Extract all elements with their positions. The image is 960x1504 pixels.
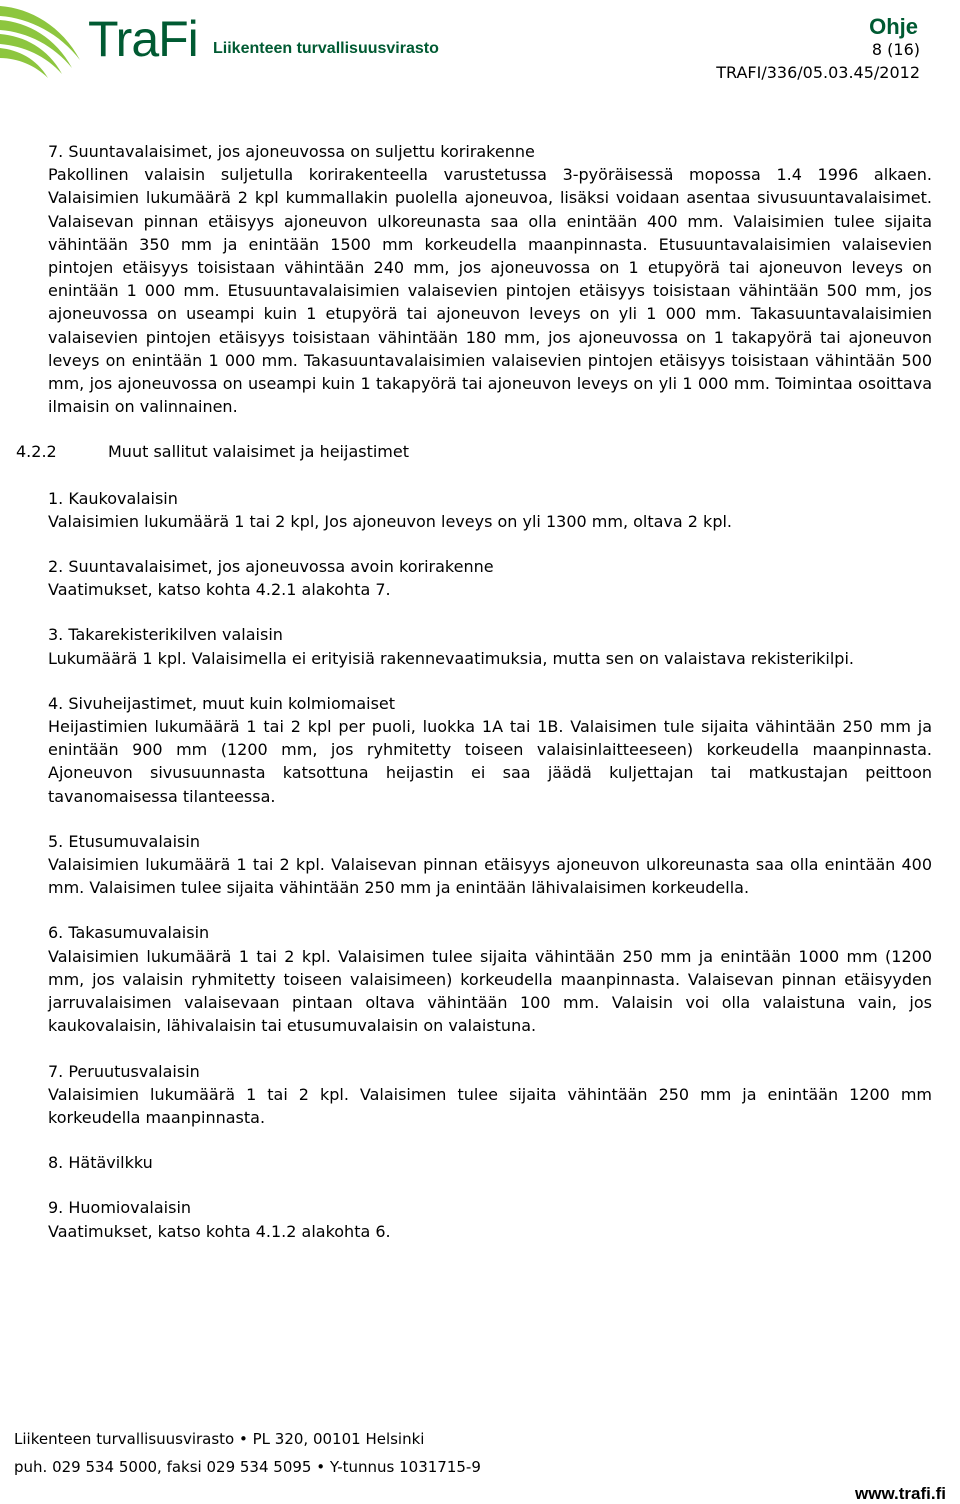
item-title: 7. Peruutusvalaisin: [48, 1061, 200, 1081]
item-title: 8. Hätävilkku: [48, 1153, 153, 1173]
logo-name: TraFi: [88, 11, 198, 67]
item-title: 6. Takasumuvalaisin: [48, 923, 210, 943]
list-item: [48, 1196, 932, 1242]
document-reference: TRAFI/336/05.03.45/2012: [716, 63, 920, 82]
item-title: 2. Suuntavalaisimet, jos ajoneuvossa avoin korirakenne: [48, 557, 494, 577]
item-text: Heijastimien lukumäärä 1 tai 2 kpl per puoli, luokka 1A tai 1B. Valaisimen tule sijaita vähintään 250 mm ja enintään 900 mm (1200 mm, jos ryhmitetty toiseen valaisinlaitteeseen) korkeudella maanpinnasta. Ajoneuvon sivusuunnasta katsottuna heijastin ei saa jäädä kuljettajan tai matkustajan peittoon tavanomaisessa tilanteessa.: [48, 717, 932, 806]
item-text: Lukumäärä 1 kpl. Valaisimella ei erityisiä rakennevaatimuksia, mutta sen on valaistava rekisterikilpi.: [48, 648, 854, 668]
list-item: [48, 487, 932, 533]
list-item: [48, 1151, 932, 1174]
footer-address: Liikenteen turvallisuusvirasto • PL 320, 00101 Helsinki: [14, 1430, 425, 1448]
item-title: 1. Kaukovalaisin: [48, 488, 178, 508]
item-title: 3. Takarekisterikilven valaisin: [48, 625, 283, 645]
list-item: [48, 140, 932, 418]
item-text: Vaatimukset, katso kohta 4.1.2 alakohta 6.: [48, 1221, 391, 1241]
list-item: [48, 830, 932, 900]
list-item: [48, 921, 932, 1037]
list-item: [48, 1060, 932, 1130]
trafi-logo: [0, 0, 440, 80]
page-header: [0, 0, 960, 100]
item-title: 5. Etusumuvalaisin: [48, 831, 200, 851]
section-heading: [16, 440, 932, 463]
item-text: Pakollinen valaisin suljetulla korirakenteella varustetussa 3-pyöräisessä mopossa 1.4 1996 alkaen. Valaisimien lukumäärä 2 kpl kummallakin puolella ajoneuvoa, lisäksi voidaan asentaa sivusuuntavalaisimet. Valaisevan pinnan etäisyys ajoneuvon ulkoreunasta saa olla enintään 400 mm. Valaisimien tulee sijaita vähintään 350 mm ja enintään 1500 mm korkeudella maanpinnasta. Etusuuntavalaisimien valaisevien pintojen etäisyys toisistaan vähintään 240 mm, jos ajoneuvossa on 1 etupyörä tai ajoneuvon leveys on enintään 1 000 mm. Etusuuntavalaisimien valaisevien pintojen etäisyys toisistaan vähintään 500 mm, jos ajoneuvossa on useampi kuin 1 etupyörä tai ajoneuvon leveys on yli 1 000 mm. Takasuuntavalaisimien valaisevien pintojen etäisyys toisistaan vähintään 180 mm, jos ajoneuvossa on 1 takapyörä tai ajoneuvon leveys on enintään 1 000 mm. Takasuuntavalaisimien valaisevien pintojen etäisyys toisistaan vähintään 500 mm, jos ajoneuvossa on useampi kuin 1 takapyörä tai ajoneuvon leveys on yli 1 000 mm. Toimintaa osoittava ilmaisin on valinnainen.: [48, 165, 932, 417]
footer-website: www.trafi.fi: [855, 1484, 946, 1503]
item-text: Valaisimien lukumäärä 1 tai 2 kpl. Valaisevan pinnan etäisyys ajoneuvon ulkoreunasta saa olla enintään 400 mm. Valaisimen tulee sijaita vähintään 250 mm ja enintään lähivalaisimen korkeudella.: [48, 855, 932, 898]
item-text: Valaisimien lukumäärä 1 tai 2 kpl. Valaisimen tulee sijaita vähintään 250 mm ja enintään 1000 mm (1200 mm, jos valaisin ryhmitetty toiseen valaisimeen) korkeudella maanpinnasta. Valaisevan pinnan etäisyyden jarruvalaisimen valaisevaan pintaan oltava vähintään 100 mm. Valaisin voi olla valaistuna vain, jos kaukovalaisin, lähivalaisin tai etusumuvalaisin on valaistuna.: [48, 946, 932, 1036]
item-text: Valaisimien lukumäärä 1 tai 2 kpl, Jos ajoneuvon leveys on yli 1300 mm, oltava 2 kpl.: [48, 511, 732, 531]
trafi-swoosh-icon: [0, 0, 90, 80]
document-body: [16, 140, 932, 1265]
section-number: 4.2.2: [16, 442, 57, 462]
item-title: 4. Sivuheijastimet, muut kuin kolmiomaiset: [48, 693, 396, 713]
page-number: 8 (16): [871, 40, 920, 59]
list-item: [48, 692, 932, 808]
list-item: [48, 623, 932, 669]
logo-subtitle: Liikenteen turvallisuusvirasto: [213, 40, 439, 57]
item-text: Valaisimien lukumäärä 1 tai 2 kpl. Valaisimen tulee sijaita vähintään 250 mm ja enintään 1200 mm korkeudella maanpinnasta.: [48, 1084, 932, 1127]
item-title: 9. Huomiovalaisin: [48, 1198, 192, 1218]
section-title: Muut sallitut valaisimet ja heijastimet: [108, 442, 410, 462]
item-text: Vaatimukset, katso kohta 4.2.1 alakohta 7.: [48, 580, 391, 600]
list-item: [48, 555, 932, 601]
footer-contact: puh. 029 534 5000, faksi 029 534 5095 • Y-tunnus 1031715-9: [14, 1458, 481, 1476]
item-title: 7. Suuntavalaisimet, jos ajoneuvossa on suljettu korirakenne: [48, 142, 535, 161]
document-type: Ohje: [869, 14, 918, 39]
